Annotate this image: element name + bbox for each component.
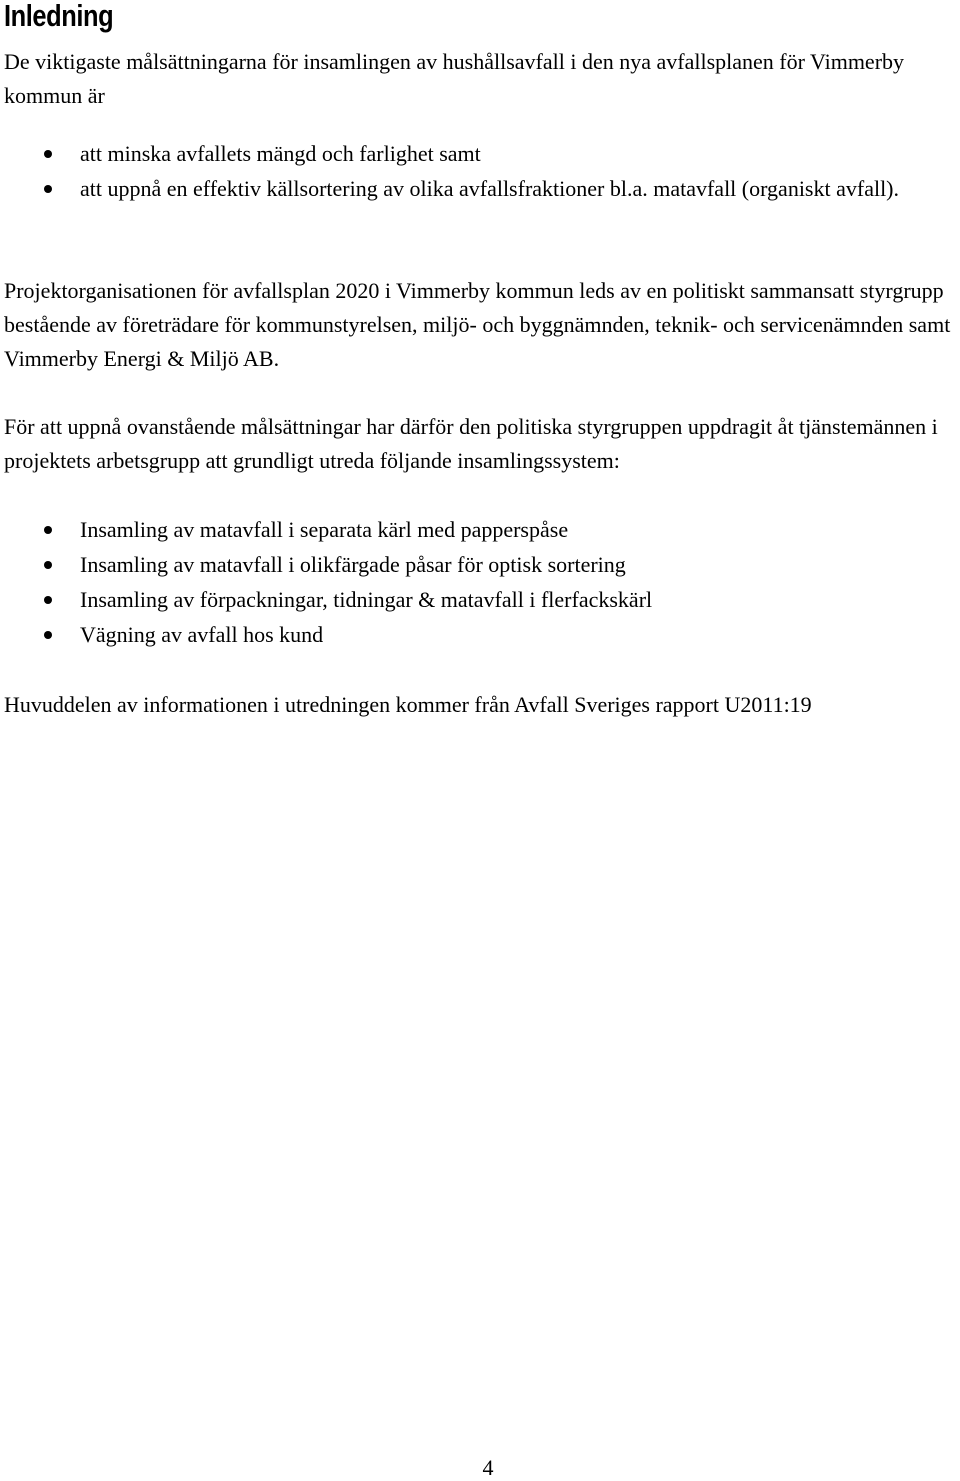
bullet-icon [44,185,52,193]
organisation-paragraph: Projektorganisationen för avfallsplan 2020 i Vimmerby kommun leds av en politiskt sammansatt styrgrupp bestående av företrädare för kommunstyrelsen, miljö- och byggnämnden, teknik- och servicenämnden samt Vimmerby Energi & Miljö AB. [4,278,951,371]
goals-list [0,136,960,206]
goal-text: att minska avfallets mängd och farlighet samt [80,141,481,166]
system-text: Vägning av avfall hos kund [80,622,324,647]
goal-text: att uppnå en effektiv källsortering av olika avfallsfraktioner bl.a. matavfall (organiskt avfall). [80,176,900,201]
bullet-icon [44,561,52,569]
systems-list [0,512,960,652]
intro-paragraph: De viktigaste målsättningarna för insamlingen av hushållsavfall i den nya avfallsplanen för Vimmerby kommun är [4,49,905,108]
list-item [0,512,955,547]
bullet-icon [44,526,52,534]
list-item [0,547,955,582]
bullet-icon [44,631,52,639]
source-paragraph: Huvuddelen av informationen i utredningen kommer från Avfall Sveriges rapport U2011:19 [4,692,812,717]
list-item [0,617,955,652]
system-text: Insamling av förpackningar, tidningar & matavfall i flerfackskärl [80,587,653,612]
bullet-icon [44,596,52,604]
assignment-paragraph: För att uppnå ovanstående målsättningar har därför den politiska styrgruppen uppdragit åt tjänstemännen i projektets arbetsgrupp att grundligt utreda följande insamlingssystem: [4,414,938,473]
system-text: Insamling av matavfall i olikfärgade påsar för optisk sortering [80,552,626,577]
page-heading: Inledning [4,0,114,33]
list-item [0,582,955,617]
list-item [0,136,955,171]
list-item [0,171,955,206]
page-number: 4 [482,1455,494,1480]
system-text: Insamling av matavfall i separata kärl med papperspåse [80,517,569,542]
bullet-icon [44,150,52,158]
